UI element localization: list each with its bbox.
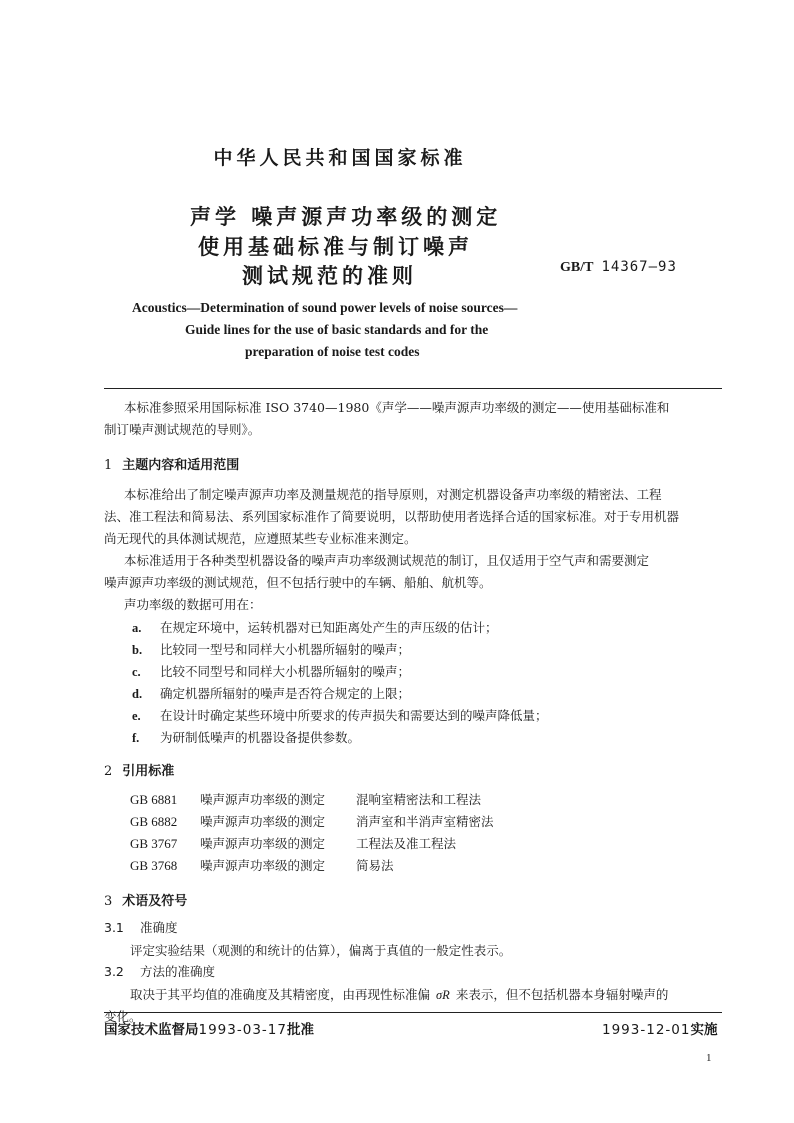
section-3-number: 3 (104, 894, 113, 909)
section-1-heading (104, 454, 239, 473)
english-title-line-2: Guide lines for the use of basic standards and for the (185, 322, 489, 337)
implementation-line (602, 1018, 717, 1038)
section-2-title: 引用标准 (122, 764, 175, 779)
s1-item-a (132, 618, 498, 636)
item-label: b. (132, 643, 143, 657)
approval-date: 1993-03-17 (198, 1022, 287, 1038)
english-title-line-3: preparation of noise test codes (245, 344, 420, 359)
item-text: 在设计时确定某些环境中所要求的传声损失和需要达到的噪声降低量； (160, 708, 548, 723)
ref-method: 混响室精密法和工程法 (356, 792, 482, 807)
s1-item-c (132, 662, 410, 680)
reference-row (130, 856, 394, 874)
section-3-heading (104, 890, 187, 909)
standard-prefix: GB/T (560, 260, 594, 275)
standard-code: 14367—93 (601, 259, 677, 275)
item-text: 比较同一型号和同样大小机器所辐射的噪声； (160, 642, 411, 657)
ref-code: GB 3768 (130, 858, 178, 873)
standard-number (560, 259, 677, 276)
ref-code: GB 3767 (130, 836, 178, 851)
item-text: 比较不同型号和同样大小机器所辐射的噪声； (160, 664, 411, 679)
approval-label: 批准 (286, 1022, 314, 1038)
subsection-3-1-text: 评定实验结果（观测的和统计的估算），偏离于真值的一般定性表示。 (130, 943, 512, 958)
national-standard-heading: 中华人民共和国国家标准 (213, 147, 467, 169)
s1-para-line-5: 噪声源声功率级的测试规范，但不包括行驶中的车辆、船舶、航机等。 (104, 575, 492, 590)
ref-name: 噪声源声功率级的测定 (200, 858, 326, 873)
sigma-r-symbol: σR (436, 988, 450, 1002)
intro-line-2: 制订噪声测试规范的导则》。 (104, 422, 261, 437)
section-2-number: 2 (104, 764, 113, 779)
subsection-number: 3.2 (104, 964, 124, 979)
ref-method: 简易法 (356, 858, 394, 873)
subsection-3-2-text-line-2: 变化。 (104, 1009, 142, 1024)
item-label: d. (132, 687, 143, 701)
s1-para-line-4: 本标准适用于各种类型机器设备的噪声声功率级测试规范的制订，且仅适用于空气声和需要测定 (124, 553, 650, 568)
subsection-3-2-heading (104, 962, 215, 980)
subsection-title: 方法的准确度 (140, 964, 216, 979)
item-label: a. (132, 621, 142, 635)
footer-divider (104, 1012, 722, 1013)
section-3-title: 术语及符号 (122, 894, 188, 909)
item-text: 为研制低噪声的机器设备提供参数。 (160, 730, 361, 745)
s1-item-d (132, 684, 410, 702)
subsection-3-2-text-line-1 (130, 984, 668, 1006)
s1-item-b (132, 640, 410, 658)
reference-row (130, 812, 494, 830)
subsection-number: 3.1 (104, 920, 124, 935)
title-line-3: 测试规范的准则 (242, 264, 417, 288)
item-label: f. (132, 731, 140, 745)
section-1-number: 1 (104, 458, 113, 473)
s1-para-line-6: 声功率级的数据可用在： (124, 597, 262, 612)
s1-item-f (132, 728, 360, 746)
s1-para-line-1: 本标准给出了制定噪声源声功率及测量规范的指导原则，对测定机器设备声功率级的精密法、工程 (124, 487, 662, 502)
reference-row (130, 790, 481, 808)
ref-name: 噪声源声功率级的测定 (200, 814, 326, 829)
ref-code: GB 6882 (130, 814, 178, 829)
item-label: c. (132, 665, 141, 679)
section-2-heading (104, 760, 174, 779)
header-divider (104, 388, 722, 389)
ref-name: 噪声源声功率级的测定 (200, 792, 326, 807)
page-number: 1 (706, 1052, 712, 1064)
reference-row (130, 834, 456, 852)
title-line-2: 使用基础标准与制订噪声 (198, 235, 473, 259)
item-label: e. (132, 709, 141, 723)
text-part: 来表示，但不包括机器本身辐射噪声的 (455, 987, 669, 1002)
ref-method: 工程法及准工程法 (356, 836, 457, 851)
intro-line-1: 本标准参照采用国际标准 ISO 3740—1980《声学——噪声源声功率级的测定——使用基础标准和 (124, 400, 670, 415)
section-1-title: 主题内容和适用范围 (122, 458, 240, 473)
english-title-line-1: Acoustics—Determination of sound power levels of noise sources— (132, 300, 518, 315)
item-text: 在规定环境中，运转机器对已知距离处产生的声压级的估计； (160, 620, 498, 635)
s1-para-line-3: 尚无现代的具体测试规范，应遵照某些专业标准来测定。 (104, 531, 417, 546)
title-line-1: 声学 噪声源声功率级的测定 (190, 205, 502, 229)
ref-name: 噪声源声功率级的测定 (200, 836, 326, 851)
issuer: 国家技术监督局 (104, 1022, 199, 1038)
ref-method: 消声室和半消声室精密法 (356, 814, 494, 829)
implementation-label: 实施 (690, 1022, 718, 1038)
subsection-3-1-heading (104, 918, 178, 936)
approval-line (104, 1018, 314, 1038)
implementation-date: 1993-12-01 (602, 1022, 691, 1038)
subsection-title: 准确度 (140, 920, 178, 935)
ref-code: GB 6881 (130, 792, 178, 807)
text-part: 取决于其平均值的准确度及其精密度，由再现性标准偏 (130, 987, 431, 1002)
item-text: 确定机器所辐射的噪声是否符合规定的上限； (160, 686, 411, 701)
s1-item-e (132, 706, 548, 724)
s1-para-line-2: 法、准工程法和简易法、系列国家标准作了简要说明，以帮助使用者选择合适的国家标准。对于专用机器 (104, 509, 680, 524)
